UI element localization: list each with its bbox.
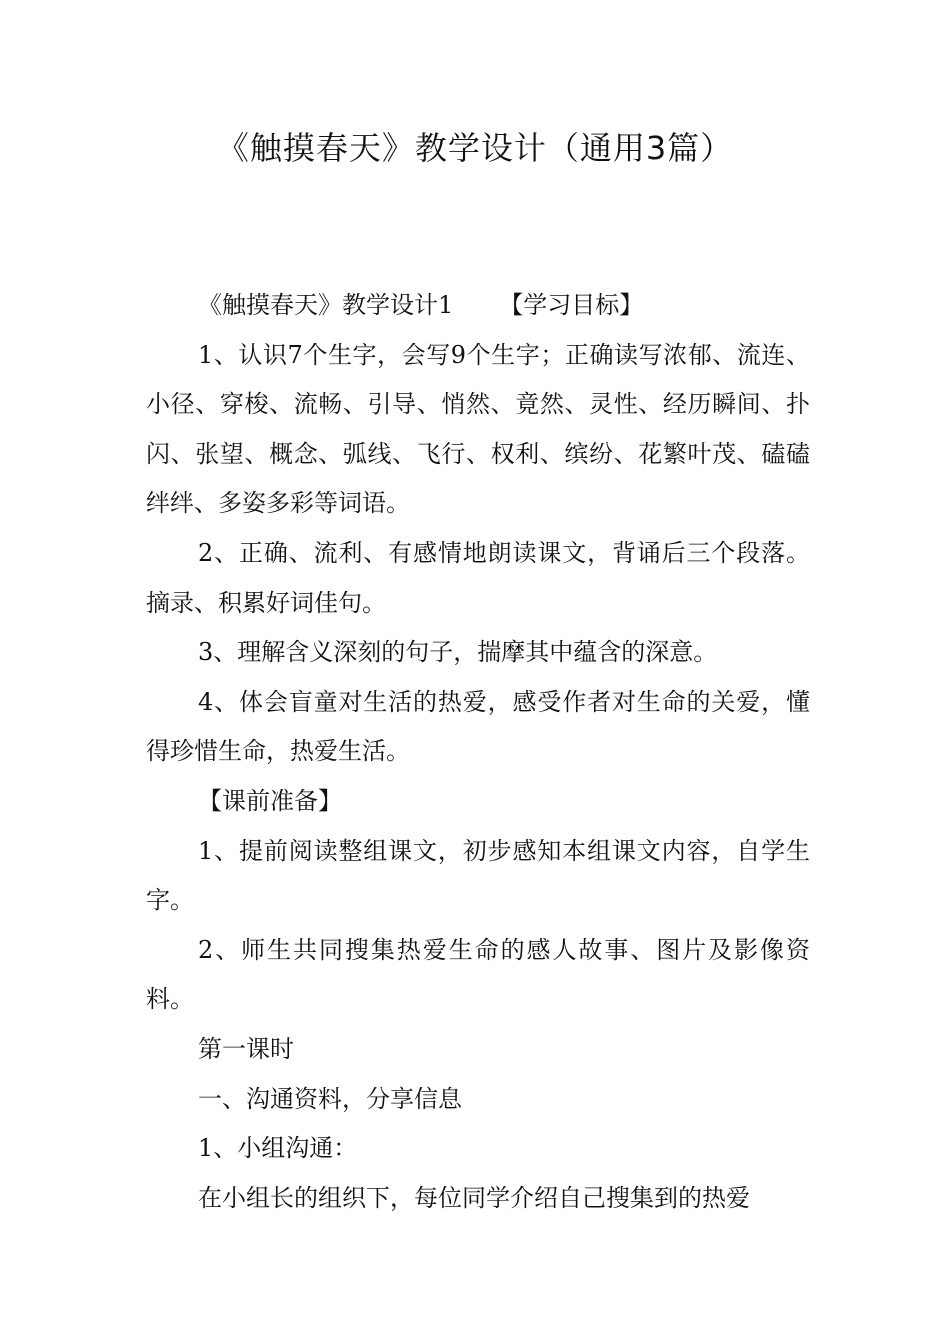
preparation-item-1: 1、提前阅读整组课文，初步感知本组课文内容，自学生字。: [146, 836, 810, 915]
document-title: 《触摸春天》教学设计（通用3篇）: [216, 129, 734, 167]
goal-item-4: 4、体会盲童对生活的热爱，感受作者对生命的关爱，懂得珍惜生命，热爱生活。: [146, 687, 810, 766]
goal-item-1: 1、认识7个生字，会写9个生字；正确读写浓郁、流连、小径、穿梭、流畅、引导、悄然、竟然、灵性、经历瞬间、扑闪、张望、概念、弧线、飞行、权利、缤纷、花繁叶茂、磕磕绊绊、多姿多彩等词语。: [146, 340, 810, 518]
design-title: 《触摸春天》教学设计1: [198, 291, 454, 319]
goal-item-2: 2、正确、流利、有感情地朗读课文，背诵后三个段落。摘录、积累好词佳句。: [146, 538, 810, 617]
learning-goals-heading: 【学习目标】: [499, 291, 644, 319]
lesson-heading: 第一课时: [198, 1034, 294, 1063]
preparation-heading: 【课前准备】: [198, 786, 342, 815]
step-heading: 一、沟通资料，分享信息: [198, 1084, 462, 1113]
goal-item-3: 3、理解含义深刻的句子，揣摩其中蕴含的深意。: [198, 638, 718, 667]
preparation-item-2: 2、师生共同搜集热爱生命的感人故事、图片及影像资料。: [146, 935, 810, 1014]
section-heading: [146, 281, 810, 331]
document-body: [146, 281, 810, 1223]
step-body-text: 在小组长的组织下，每位同学介绍自己搜集到的热爱: [198, 1183, 750, 1212]
step-item-1: 1、小组沟通：: [198, 1134, 358, 1163]
